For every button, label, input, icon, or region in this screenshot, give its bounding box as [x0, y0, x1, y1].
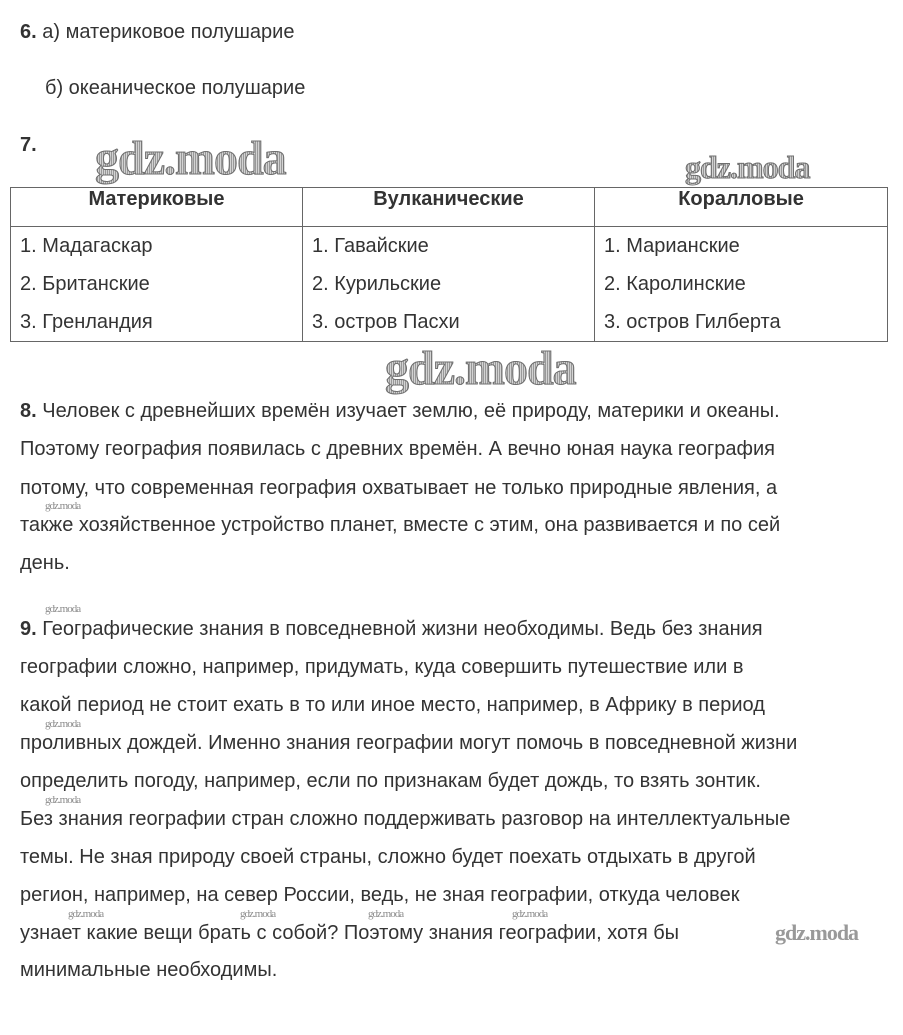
- q8-line: также хозяйственное устройство планет, вместе с этим, она развивается и по сей: [20, 514, 781, 536]
- q7-number: 7.: [20, 134, 37, 156]
- col-volcanic: [303, 227, 595, 342]
- watermark: gdz.moda: [45, 794, 81, 806]
- q9-line: проливных дождей. Именно знания географии могут помочь в повседневной жизни: [20, 732, 798, 754]
- q6-answer-b: б) океаническое полушарие: [45, 77, 306, 99]
- q9-line: географии сложно, например, придумать, куда совершить путешествие или в: [20, 656, 744, 678]
- q8-line: Поэтому география появилась с древних времён. А вечно юная наука география: [20, 438, 775, 460]
- cell: 3. остров Пасхи: [312, 311, 460, 333]
- watermark: gdz.moda: [368, 908, 404, 920]
- q9-line: определить погоду, например, если по признакам будет дождь, то взять зонтик.: [20, 770, 761, 792]
- q8-line: потому, что современная география охватывает не только природные явления, а: [20, 477, 778, 499]
- watermark: gdz.moda: [45, 603, 81, 615]
- watermark: gdz.moda: [775, 920, 859, 945]
- q9-line: [20, 617, 763, 641]
- islands-table: [10, 187, 888, 342]
- q8-line: [20, 399, 780, 423]
- text: Географические знания в повседневной жизни необходимы. Ведь без знания: [42, 618, 763, 640]
- q6-line-a: [20, 20, 294, 44]
- cell: 1. Марианские: [604, 235, 740, 257]
- q9-line: узнает какие вещи брать с собой? Поэтому знания географии, хотя бы: [20, 922, 680, 944]
- cell: 2. Британские: [20, 273, 150, 295]
- watermark: gdz.moda: [685, 149, 810, 185]
- header-coral: Коралловые: [595, 188, 888, 227]
- cell: 1. Гавайские: [312, 235, 429, 257]
- watermark: gdz.moda: [45, 500, 81, 512]
- col-coral: [595, 227, 888, 342]
- header-volcanic: Вулканические: [303, 188, 595, 227]
- q9-line: минимальные необходимы.: [20, 959, 278, 981]
- cell: 3. Гренландия: [20, 311, 153, 333]
- q9-line: регион, например, на север России, ведь, не зная географии, откуда человек: [20, 884, 740, 906]
- header-mainland: Материковые: [11, 188, 303, 227]
- watermark: gdz.moda: [512, 908, 548, 920]
- watermark: gdz.moda: [45, 718, 81, 730]
- q9-line: темы. Не зная природу своей страны, сложно будет поехать отдыхать в другой: [20, 846, 756, 868]
- table-header-row: [11, 188, 888, 227]
- watermark: gdz.moda: [240, 908, 276, 920]
- text: Человек с древнейших времён изучает землю, её природу, материки и океаны.: [42, 400, 780, 422]
- q6-number: 6.: [20, 21, 37, 43]
- cell: 3. остров Гилберта: [604, 311, 781, 333]
- q6-answer-a: а) материковое полушарие: [42, 21, 295, 43]
- cell: 2. Каролинские: [604, 273, 746, 295]
- q8-number: 8.: [20, 400, 37, 422]
- watermark: gdz.moda: [95, 132, 286, 185]
- q8-line: день.: [20, 552, 70, 574]
- cell: 1. Мадагаскар: [20, 235, 153, 257]
- table-row: [11, 227, 888, 342]
- watermark: gdz.moda: [68, 908, 104, 920]
- watermark: gdz.moda: [385, 342, 576, 395]
- q9-line: Без знания географии стран сложно поддерживать разговор на интеллектуальные: [20, 808, 791, 830]
- q9-line: какой период не стоит ехать в то или иное место, например, в Африку в период: [20, 694, 765, 716]
- q9-number: 9.: [20, 618, 37, 640]
- col-mainland: [11, 227, 303, 342]
- cell: 2. Курильские: [312, 273, 442, 295]
